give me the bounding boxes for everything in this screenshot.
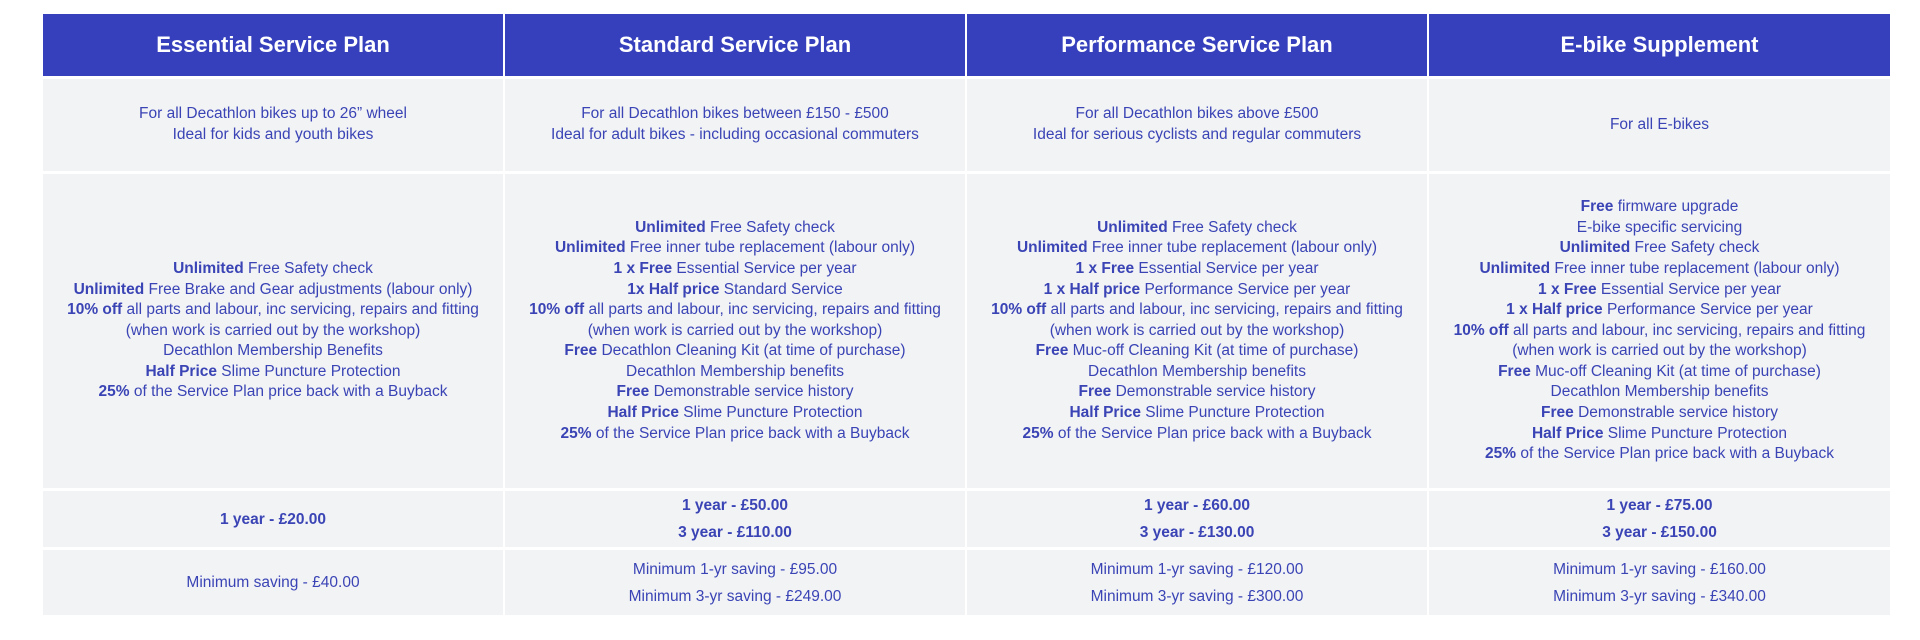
plan-description-standard <box>505 79 965 171</box>
description-line: For all Decathlon bikes up to 26” wheel <box>139 105 407 123</box>
benefit-text: Free inner tube replacement (labour only) <box>1550 259 1840 277</box>
benefit-text: E-bike specific servicing <box>1576 218 1743 236</box>
benefit-line <box>1506 300 1813 321</box>
benefit-line <box>1541 403 1778 424</box>
benefit-highlight: Free <box>1541 404 1574 422</box>
benefit-text: Slime Puncture Protection <box>679 404 863 422</box>
benefit-text: Slime Puncture Protection <box>1141 404 1325 422</box>
benefit-highlight: 25% <box>1485 445 1517 463</box>
benefit-line <box>1017 238 1377 259</box>
benefit-text: Demonstrable service history <box>649 383 854 401</box>
plan-description-performance <box>967 79 1427 171</box>
benefit-text: all parts and labour, inc servicing, repairs and fitting <box>122 301 479 319</box>
benefit-line <box>173 259 373 280</box>
benefit-text: all parts and labour, inc servicing, repairs and fitting <box>1046 301 1403 319</box>
benefit-line <box>67 300 479 321</box>
benefit-highlight: 25% <box>98 383 130 401</box>
benefit-highlight: Free <box>1498 362 1531 380</box>
benefit-line <box>1097 218 1297 239</box>
benefit-line <box>1076 259 1319 280</box>
benefit-text: of the Service Plan price back with a Buyback <box>129 383 448 401</box>
benefit-line <box>1454 321 1866 342</box>
benefit-highlight: 1 x Free <box>613 259 673 277</box>
plan-price-performance <box>967 491 1427 547</box>
benefit-text: firmware upgrade <box>1613 198 1739 216</box>
plan-price-essential <box>43 491 503 547</box>
benefit-line <box>617 382 854 403</box>
description-line: Ideal for serious cyclists and regular commuters <box>1032 126 1362 143</box>
benefit-highlight: Half Price <box>1069 404 1141 422</box>
benefit-text: Essential Service per year <box>672 259 857 277</box>
benefit-text: (when work is carried out by the workshop) <box>1049 321 1345 339</box>
benefit-highlight: 1 x Half price <box>1506 301 1603 319</box>
benefit-line <box>564 341 905 362</box>
benefit-text: Demonstrable service history <box>1573 404 1778 422</box>
price-line: 3 year - £110.00 <box>678 524 792 541</box>
benefit-line <box>561 424 910 445</box>
plan-description-ebike <box>1429 79 1890 171</box>
plan-benefits-ebike <box>1429 174 1890 488</box>
benefit-line <box>1036 341 1359 362</box>
benefit-highlight: Unlimited <box>635 218 706 236</box>
benefit-text: Decathlon Membership benefits <box>1088 362 1306 380</box>
benefit-line <box>1577 218 1742 239</box>
benefit-line <box>1551 382 1769 403</box>
price-line: 1 year - £75.00 <box>1606 497 1713 514</box>
benefit-highlight: 25% <box>1022 424 1054 442</box>
price-line: 3 year - £130.00 <box>1139 524 1255 541</box>
description-line: For all Decathlon bikes between £150 - £500 <box>581 105 889 123</box>
benefit-highlight: 1 x Free <box>1538 280 1597 298</box>
price-line: 1 year - £20.00 <box>219 510 326 528</box>
plan-header-performance: Performance Service Plan <box>967 14 1427 76</box>
benefit-highlight: Free <box>1078 383 1112 401</box>
saving-line: Minimum 3-yr saving - £300.00 <box>1090 587 1304 605</box>
benefit-line <box>99 382 448 403</box>
benefit-line <box>991 300 1403 321</box>
benefit-line <box>626 362 844 383</box>
benefit-highlight: 1 x Free <box>1075 259 1135 277</box>
benefit-text: Free Safety check <box>1167 218 1297 236</box>
plan-saving-performance <box>967 550 1427 615</box>
benefit-text: Standard Service <box>719 280 843 298</box>
description-line: Ideal for kids and youth bikes <box>172 126 374 143</box>
benefit-line <box>1079 382 1316 403</box>
benefit-line <box>1479 259 1839 280</box>
benefit-text: Demonstrable service history <box>1111 383 1316 401</box>
benefit-highlight: Unlimited <box>173 259 244 277</box>
plan-benefits-performance <box>967 174 1427 488</box>
plan-saving-standard <box>505 550 965 615</box>
benefit-line <box>1560 238 1760 259</box>
benefit-line <box>635 218 835 239</box>
benefit-line <box>555 238 915 259</box>
saving-line: Minimum saving - £40.00 <box>186 574 360 591</box>
plan-saving-ebike <box>1429 550 1890 615</box>
description-line: For all E-bikes <box>1609 115 1710 133</box>
benefit-text: Decathlon Cleaning Kit (at time of purchase) <box>597 342 906 360</box>
benefit-highlight: 10% off <box>1453 321 1509 339</box>
benefit-text: (when work is carried out by the workshop) <box>125 321 421 339</box>
benefit-line <box>588 321 883 342</box>
service-plans-table <box>43 14 1890 615</box>
benefit-line <box>145 362 400 383</box>
benefit-line <box>1069 403 1324 424</box>
benefit-highlight: Free <box>616 383 650 401</box>
benefit-text: Slime Puncture Protection <box>1603 424 1788 442</box>
saving-line: Minimum 1-yr saving - £160.00 <box>1553 560 1766 578</box>
price-line: 1 year - £60.00 <box>1143 497 1250 514</box>
benefit-line <box>1532 424 1787 445</box>
plan-price-standard <box>505 491 965 547</box>
benefit-line <box>1485 444 1834 465</box>
benefit-text: Decathlon Membership benefits <box>1550 383 1769 401</box>
benefit-highlight: 10% off <box>67 301 123 319</box>
benefit-highlight: Unlimited <box>73 280 145 298</box>
benefit-highlight: Half Price <box>1531 424 1604 442</box>
benefit-text: all parts and labour, inc servicing, repairs and fitting <box>584 301 941 319</box>
benefit-line <box>627 280 842 301</box>
benefit-line <box>1044 280 1351 301</box>
benefit-text: of the Service Plan price back with a Buyback <box>1053 424 1372 442</box>
benefit-text: Decathlon Membership benefits <box>626 362 844 380</box>
plan-header-essential: Essential Service Plan <box>43 14 503 76</box>
benefit-line <box>529 300 941 321</box>
benefit-text: Decathlon Membership Benefits <box>163 342 383 360</box>
benefit-text: Essential Service per year <box>1134 259 1319 277</box>
plan-price-ebike <box>1429 491 1890 547</box>
plan-saving-essential <box>43 550 503 615</box>
saving-line: Minimum 1-yr saving - £95.00 <box>632 560 838 578</box>
benefit-text: (when work is carried out by the workshop) <box>1512 342 1807 360</box>
benefit-text: (when work is carried out by the workshop) <box>587 321 883 339</box>
description-line: For all Decathlon bikes above £500 <box>1075 105 1319 123</box>
benefit-highlight: Free <box>564 342 598 360</box>
benefit-text: of the Service Plan price back with a Buyback <box>1516 445 1834 463</box>
plan-benefits-essential <box>43 174 503 488</box>
benefit-text: Muc-off Cleaning Kit (at time of purchase) <box>1068 342 1359 360</box>
benefit-text: Free inner tube replacement (labour only) <box>625 239 916 257</box>
benefit-text: Free Safety check <box>705 218 835 236</box>
benefit-text: Slime Puncture Protection <box>217 362 401 380</box>
benefit-highlight: Half Price <box>145 362 217 380</box>
price-line: 3 year - £150.00 <box>1602 524 1717 541</box>
benefit-line <box>1050 321 1345 342</box>
benefit-highlight: Half Price <box>607 404 679 422</box>
benefit-text: of the Service Plan price back with a Buyback <box>591 424 910 442</box>
benefit-highlight: 1x Half price <box>627 280 720 298</box>
benefit-text: Free inner tube replacement (labour only) <box>1087 239 1378 257</box>
benefit-text: Free Brake and Gear adjustments (labour only) <box>144 280 473 298</box>
benefit-line <box>1538 280 1781 301</box>
benefit-highlight: 10% off <box>991 301 1047 319</box>
benefit-highlight: 10% off <box>529 301 585 319</box>
benefit-text: Muc-off Cleaning Kit (at time of purchase) <box>1530 362 1821 380</box>
benefit-text: all parts and labour, inc servicing, repairs and fitting <box>1508 321 1866 339</box>
saving-line: Minimum 3-yr saving - £249.00 <box>628 587 842 605</box>
saving-line: Minimum 3-yr saving - £340.00 <box>1553 587 1766 605</box>
benefit-highlight: 1 x Half price <box>1043 280 1141 298</box>
benefit-line <box>1512 341 1807 362</box>
benefit-highlight: Unlimited <box>1016 239 1088 257</box>
benefit-text: Essential Service per year <box>1596 280 1781 298</box>
plan-header-ebike: E-bike Supplement <box>1429 14 1890 76</box>
saving-line: Minimum 1-yr saving - £120.00 <box>1090 560 1304 578</box>
description-line: Ideal for adult bikes - including occasional commuters <box>551 126 919 143</box>
benefit-line <box>126 321 421 342</box>
benefit-highlight: Unlimited <box>1479 259 1551 277</box>
plan-description-essential <box>43 79 503 171</box>
benefit-line <box>74 280 473 301</box>
benefit-text: Performance Service per year <box>1140 280 1351 298</box>
benefit-line <box>1581 197 1739 218</box>
benefit-line <box>607 403 862 424</box>
benefit-line <box>1023 424 1372 445</box>
benefit-text: Free Safety check <box>243 259 373 277</box>
benefit-line <box>1088 362 1306 383</box>
plan-header-standard: Standard Service Plan <box>505 14 965 76</box>
price-line: 1 year - £50.00 <box>681 497 788 514</box>
benefit-text: Performance Service per year <box>1602 301 1813 319</box>
benefit-highlight: Unlimited <box>1559 239 1631 257</box>
benefit-highlight: Unlimited <box>554 239 626 257</box>
benefit-highlight: 25% <box>560 424 592 442</box>
plan-benefits-standard <box>505 174 965 488</box>
benefit-text: Free Safety check <box>1630 239 1760 257</box>
benefit-highlight: Free <box>1580 198 1614 216</box>
benefit-highlight: Unlimited <box>1097 218 1168 236</box>
benefit-line <box>614 259 857 280</box>
benefit-line <box>1498 362 1821 383</box>
benefit-highlight: Free <box>1035 342 1069 360</box>
benefit-line <box>163 341 383 362</box>
